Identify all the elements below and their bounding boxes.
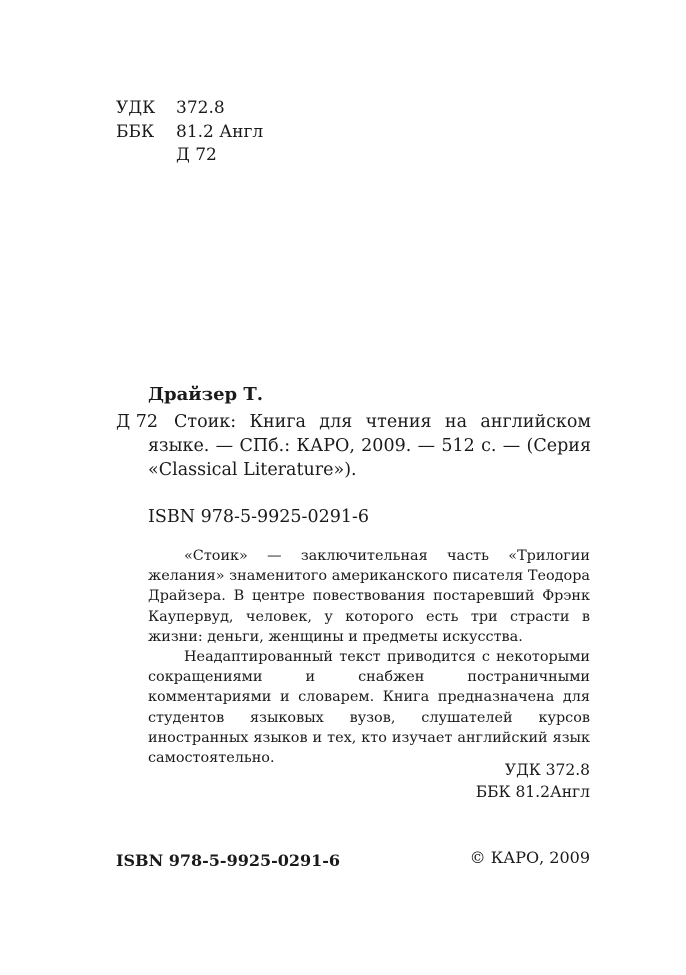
classification-key bbox=[116, 144, 176, 168]
classification-row-udk bbox=[116, 97, 263, 121]
classification-row-author-mark bbox=[116, 144, 263, 168]
classification-value: 372.8 bbox=[176, 98, 225, 118]
annotation bbox=[148, 546, 590, 768]
author-mark-code: Д 72 bbox=[116, 412, 159, 432]
annotation-paragraph: Неадаптированный текст приводится с некоторыми сокращениями и снабжен постраничными комментариями и словарем. Книга предназначена для студентов языковых вузов, слушателей курсов иностранных языков и тех, кто изучает английский язык самостоятельно. bbox=[148, 649, 590, 767]
classification-summary bbox=[476, 760, 590, 803]
classification-key: УДК bbox=[116, 98, 156, 118]
classification-value: 81.2 Англ bbox=[176, 121, 264, 142]
annotation-paragraph: «Стоик» — заключительная часть «Трилогии желания» знаменитого американского писателя Теодора Драйзера. В центре повествования постаревший Фрэнк Каупервуд, человек, у которого есть три страсти в жизни: деньги, женщины и предметы искусства. bbox=[148, 548, 590, 645]
bibliographic-entry bbox=[116, 410, 591, 482]
classification-row-bbk bbox=[116, 121, 263, 145]
author-name: Драйзер Т. bbox=[148, 384, 264, 405]
udk-code: УДК 372.8 bbox=[504, 761, 590, 779]
copyright-notice: © КАРО, 2009 bbox=[469, 848, 590, 867]
classification-block bbox=[116, 97, 263, 168]
isbn-main: ISBN 978-5-9925-0291-6 bbox=[148, 507, 370, 527]
isbn-bottom: ISBN 978-5-9925-0291-6 bbox=[116, 851, 341, 870]
bbk-code: ББК 81.2Англ bbox=[475, 782, 590, 801]
classification-key: ББК bbox=[116, 121, 155, 142]
classification-value: Д 72 bbox=[176, 145, 217, 165]
bibliographic-description: Стоик: Книга для чтения на английском языке. — СПб.: КАРО, 2009. — 512 с. — (Серия «Classical Literature»). bbox=[148, 412, 591, 480]
